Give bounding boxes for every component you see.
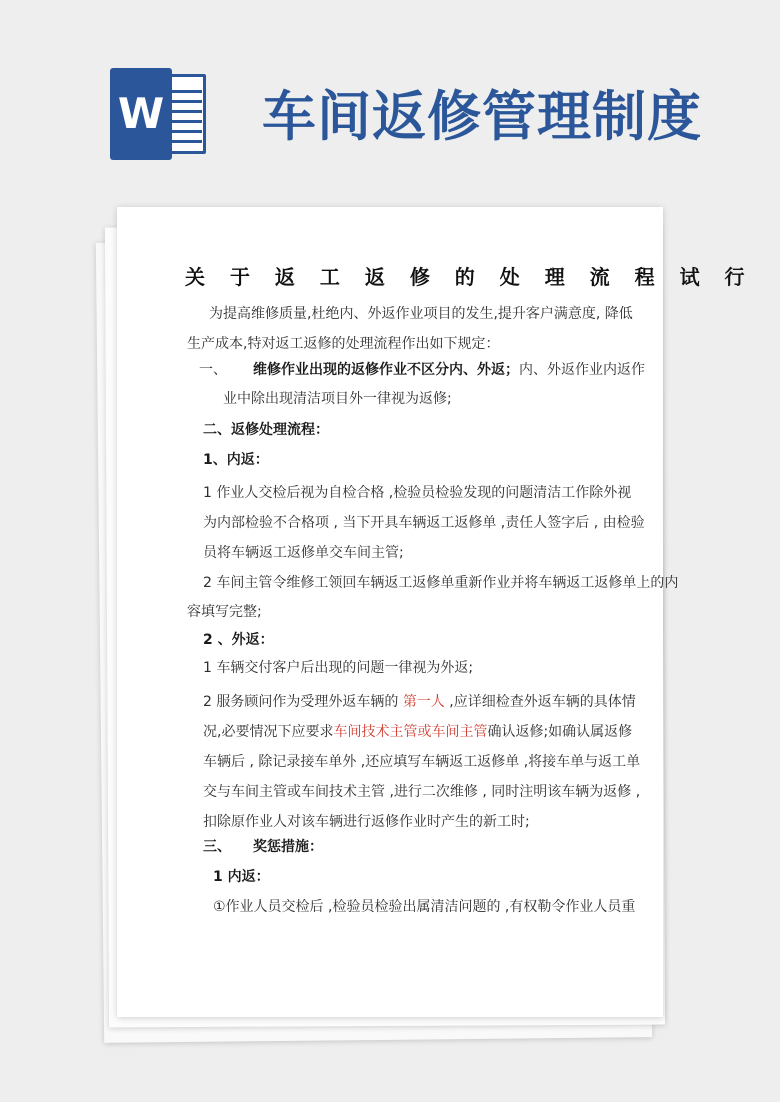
section-1-bold: 维修作业出现的返修作业不区分内、外返； (253, 362, 519, 378)
doc-line (172, 100, 202, 103)
doc-line (172, 130, 202, 133)
intro-line-1: 为提高维修质量,杜绝内、外返作业项目的发生,提升客户满意度, 降低 (209, 306, 633, 322)
highlight-first-person: 第一人 (402, 694, 445, 710)
doc-line (172, 110, 202, 113)
para-4-line-1-a: 2 服务顾问作为受理外返车辆的 (203, 694, 403, 710)
section-3-number: 三、 (203, 839, 231, 855)
section-2-sub-inner: 1、内返： (203, 452, 269, 468)
document-heading: 关 于 返 工 返 修 的 处 理 流 程 试 行 (185, 265, 754, 289)
para-4-line-2 (203, 722, 632, 742)
word-logo-letter: W (110, 68, 172, 160)
section-2-title: 二、返修处理流程： (203, 422, 329, 438)
intro-line-2: 生产成本,特对返工返修的处理流程作出如下规定： (187, 336, 500, 352)
section-1-text (253, 360, 645, 380)
section-3-sub-inner: 1 内返： (213, 869, 270, 885)
section-1-rest: 内、外返作业内返作 (519, 362, 645, 378)
para-4-line-2-b: 确认返修;如确认属返修 (487, 724, 633, 740)
word-icon (110, 68, 208, 160)
para-4-line-2-a: 况,必要情况下应要求 (203, 724, 334, 740)
section-1-line-2: 业中除出现清洁项目外一律视为返修; (223, 391, 452, 407)
para-4-line-5: 扣除原作业人对该车辆进行返修作业时产生的新工时; (203, 814, 530, 830)
para-4-line-3: 车辆后 , 除记录接车单外 ,还应填写车辆返工返修单 ,将接车单与返工单 (203, 754, 641, 770)
doc-line (172, 140, 202, 143)
para-4-line-1 (203, 692, 636, 712)
section-3-title: 奖惩措施： (253, 839, 323, 855)
para-2-line-1: 2 车间主管令维修工领回车辆返工返修单重新作业并将车辆返工返修单上的内 (203, 575, 679, 591)
document-content (117, 207, 754, 1017)
header (0, 0, 780, 200)
para-2-line-2: 容填写完整; (187, 604, 262, 620)
para-4-line-4: 交与车间主管或车间技术主管 ,进行二次维修 , 同时注明该车辆为返修 , (203, 784, 641, 800)
section-2-sub-outer: 2 、外返： (203, 632, 274, 648)
para-3-line-1: 1 车辆交付客户后出现的问题一律视为外返; (203, 660, 474, 676)
section-1-number: 一、 (199, 362, 227, 378)
para-1-line-2: 为内部检验不合格项 , 当下开具车辆返工返修单 ,责任人签字后 , 由检验 (203, 515, 645, 531)
page-title: 车间返修管理制度 (262, 84, 702, 148)
highlight-supervisor: 车间技术主管或车间主管 (333, 724, 488, 740)
doc-line (172, 120, 202, 123)
para-1-line-3: 员将车辆返工返修单交车间主管; (203, 545, 404, 561)
para-5-line-1: ①作业人员交检后 ,检验员检验出属清洁问题的 ,有权勒令作业人员重 (213, 899, 636, 915)
para-1-line-1: 1 作业人交检后视为自检合格 ,检验员检验发现的问题清洁工作除外视 (203, 485, 632, 501)
doc-line (172, 90, 202, 93)
para-4-line-1-b: ,应详细检查外返车辆的具体情 (444, 694, 636, 710)
